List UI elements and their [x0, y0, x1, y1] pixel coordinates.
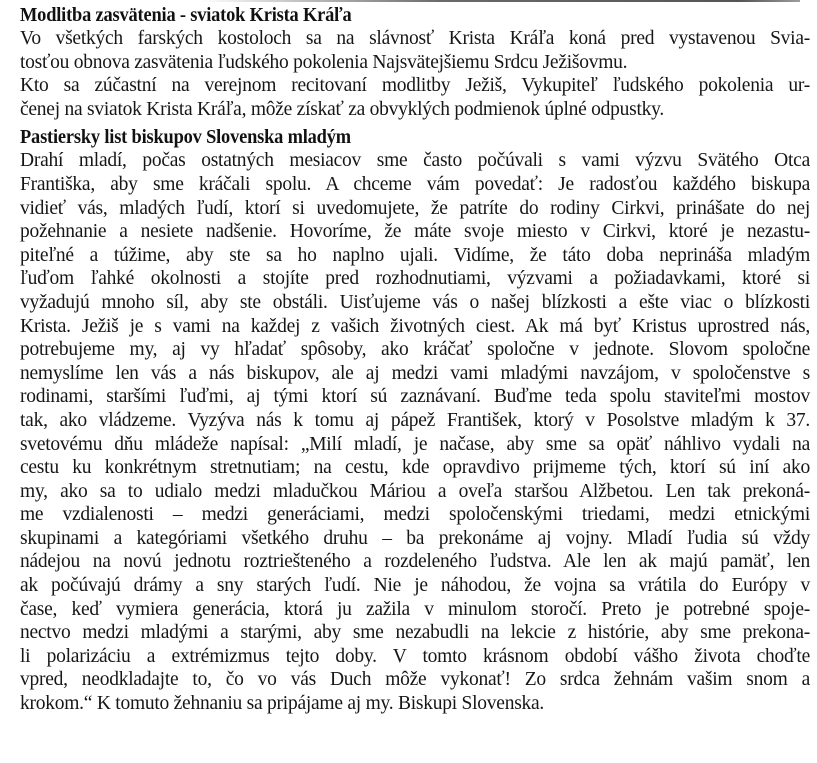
text-line: krokom.“ K tomuto žehnaniu sa pripájame aj my. Biskupi Slovenska. — [20, 693, 545, 715]
text-line: tosťou obnova zasvätenia ľudského pokolenia Najsvätejšiemu Srdcu Ježišovmu. — [20, 51, 628, 73]
section-pastoral-letter — [20, 125, 810, 715]
paragraph — [20, 149, 810, 715]
text-line: ľuďom ľahké okolnosti a stojíte pred rozhodnutiami, výzvami a požiadavkami, ktoré si — [20, 268, 810, 290]
text-line: vpred, neodkladajte to, čo vo vás Duch môže vykonať! Zo srdca žehnám vašim snom a — [20, 669, 810, 691]
section-title: Modlitba zasvätenia - sviatok Krista Kráľa — [20, 4, 352, 26]
text-line: vidieť vás, mladých ľudí, ktorí si uvedomujete, že patríte do rodiny Cirkvi, prinášate do nej — [20, 197, 810, 219]
text-line: skupinami a kategóriami všetkého druhu – ba prekonáme aj vojny. Mladí ľudia sú vždy — [20, 527, 810, 549]
text-line: piteľné a túžime, aby ste sa ho naplno ujali. Vidíme, že táto doba neprináša mladým — [20, 244, 810, 266]
text-line: tak, ako vládzeme. Vyzýva nás k tomu aj pápež František, ktorý v Posolstve mladým k 37. — [20, 409, 810, 431]
text-line: me vzdialenosti – medzi generáciami, medzi spoločenskými triedami, medzi etnickými — [20, 504, 810, 526]
text-line: nectvo medzi mladými a starými, aby sme nezabudli na lekcie z histórie, aby sme prekona- — [20, 622, 810, 644]
text-line: Kto sa zúčastní na verejnom recitovaní modlitby Ježiš, Vykupiteľ ľudského pokolenia ur- — [20, 75, 810, 97]
section-consecration-prayer — [20, 3, 810, 121]
text-line: Krista. Ježiš je s vami na každej z vašich životných ciest. Ak má byť Kristus uprostred nás, — [20, 315, 810, 337]
text-line: cestu ku konkrétnym stretnutiam; na cestu, kde opravdivo prijmeme tých, ktorí sú iní ako — [20, 457, 810, 479]
text-line: Vo všetkých farských kostoloch sa na slávnosť Krista Kráľa koná pred vystavenou Svia- — [20, 28, 810, 49]
text-line: vyžadujú mnoho síl, aby ste obstáli. Uisťujeme vás o našej blízkosti a ešte viac o blízkosti — [20, 291, 810, 313]
text-line: čenej na sviatok Krista Kráľa, môže získať za obvyklých podmienok úplné odpustky. — [20, 98, 665, 120]
text-line: potrebujeme my, aj vy hľadať spôsoby, ako kráčať spoločne v jednote. Slovom spoločne — [20, 339, 810, 361]
text-line: Františka, aby sme kráčali spolu. A chceme vám povedať: Je radosťou každého biskupa — [20, 173, 810, 195]
text-line: požehnanie a nesiete nadšenie. Hovoríme, že máte svoje miesto v Cirkvi, ktoré je nezastu- — [20, 221, 810, 243]
text-line: nádejou na novú jednotu roztriešteného a rozdeleného ľudstva. Ale len ak majú pamäť, len — [20, 551, 810, 573]
text-line: li polarizáciu a extrémizmus tejto doby. V tomto krásnom období vášho života choďte — [20, 645, 810, 667]
text-line: ak počúvajú drámy a sny starých ľudí. Nie je náhodou, že vojna sa vrátila do Európy v — [20, 575, 810, 597]
paragraph — [20, 27, 810, 121]
text-line: čase, keď vymiera generácia, ktorá ju zažila v minulom storočí. Preto je potrebné spoje- — [20, 598, 810, 620]
document-page — [20, 3, 810, 716]
text-line: nemyslíme len vás a nás biskupov, ale aj medzi vami mladými navzájom, v spoločenstve s — [20, 362, 810, 384]
top-rule-divider — [200, 0, 800, 2]
text-line: rodinami, staršími ľuďmi, aj tými ktorí sú zaznávaní. Buďme teda spolu staviteľmi mostov — [20, 386, 810, 408]
section-title: Pastiersky list biskupov Slovenska mladým — [20, 126, 351, 149]
text-line: svetovému dňu mládeže napísal: „Milí mladí, je načase, aby sme sa opäť náhlivo vydali na — [20, 433, 810, 455]
text-line: Drahí mladí, počas ostatných mesiacov sme často počúvali s vami výzvu Svätého Otca — [20, 150, 810, 172]
text-line: my, ako sa to udialo medzi mladučkou Máriou a oveľa staršou Alžbetou. Len tak prekoná- — [20, 480, 810, 502]
